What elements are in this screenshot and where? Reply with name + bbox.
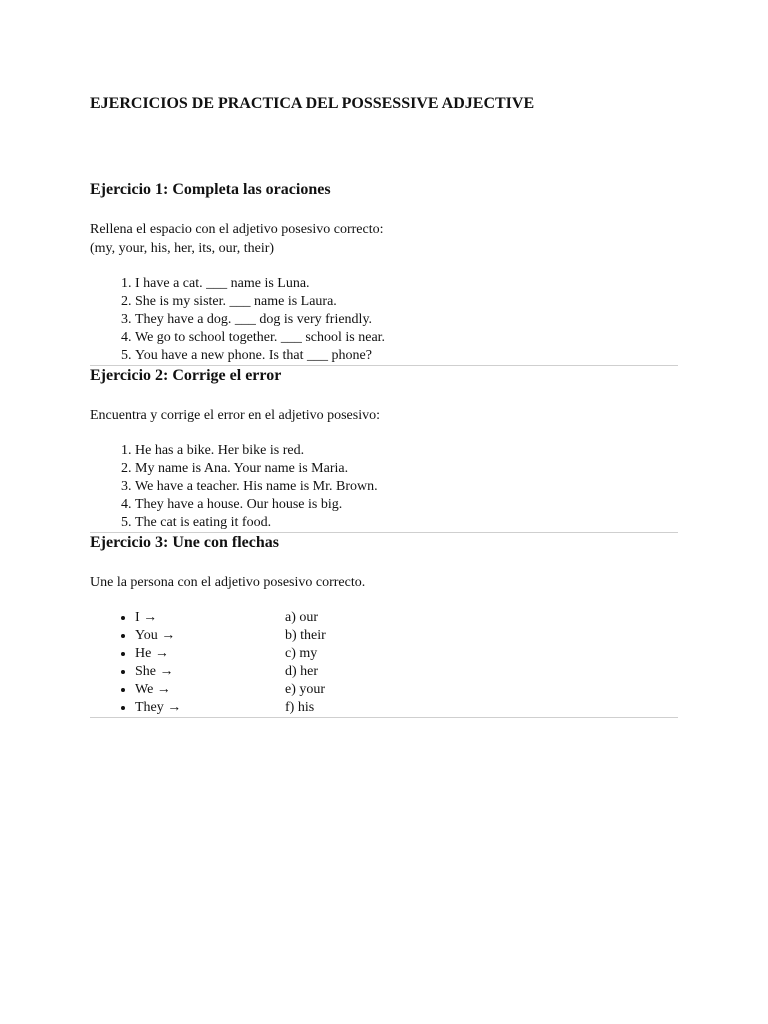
exercise-1-instruction	[90, 220, 678, 258]
match-person: We →	[135, 682, 171, 697]
exercise-3-instruction: Une la persona con el adjetivo posesivo correcto.	[90, 575, 366, 590]
exercise-2-section	[90, 366, 678, 532]
list-item: 4. We go to school together. ___ school is near.	[135, 329, 678, 347]
match-adjective: a) our	[285, 610, 319, 625]
document-title: EJERCICIOS DE PRACTICA DEL POSSESSIVE ADJECTIVE	[90, 95, 535, 112]
match-item	[135, 645, 678, 663]
match-person: He →	[135, 646, 169, 661]
exercise-1-list	[90, 275, 678, 365]
exercise-2-title: Ejercicio 2: Corrige el error	[90, 367, 282, 384]
match-person: She →	[135, 664, 174, 679]
exercise-1-instruction-line-1: Rellena el espacio con el adjetivo posesivo correcto:	[90, 222, 384, 237]
match-person: You →	[135, 628, 176, 643]
section-divider	[90, 717, 678, 718]
exercise-2-list	[90, 442, 678, 532]
list-item: 2. My name is Ana. Your name is Maria.	[135, 460, 678, 478]
exercise-1-title: Ejercicio 1: Completa las oraciones	[90, 181, 331, 198]
match-adjective: d) her	[285, 664, 319, 679]
list-item: 3. We have a teacher. His name is Mr. Brown.	[135, 478, 678, 496]
list-item: 3. They have a dog. ___ dog is very friendly.	[135, 311, 678, 329]
list-item: 5. The cat is eating it food.	[135, 514, 678, 532]
exercise-1-section	[90, 180, 678, 365]
match-adjective: f) his	[285, 700, 315, 715]
match-person: I →	[135, 610, 158, 625]
match-item	[135, 663, 678, 681]
exercise-3-match-list	[90, 609, 678, 717]
exercise-3-section	[90, 533, 678, 717]
list-item: 4. They have a house. Our house is big.	[135, 496, 678, 514]
match-adjective: e) your	[285, 682, 326, 697]
match-adjective: b) their	[285, 628, 326, 643]
exercise-1-instruction-line-2: (my, your, his, her, its, our, their)	[90, 241, 275, 256]
match-item	[135, 609, 678, 627]
list-item: 5. You have a new phone. Is that ___ phone?	[135, 347, 678, 365]
exercise-3-title: Ejercicio 3: Une con flechas	[90, 534, 279, 551]
match-item	[135, 681, 678, 699]
match-item	[135, 699, 678, 717]
list-item: 1. I have a cat. ___ name is Luna.	[135, 275, 678, 293]
match-item	[135, 627, 678, 645]
match-adjective: c) my	[285, 646, 318, 661]
exercise-2-instruction: Encuentra y corrige el error en el adjetivo posesivo:	[90, 408, 380, 423]
list-item: 2. She is my sister. ___ name is Laura.	[135, 293, 678, 311]
list-item: 1. He has a bike. Her bike is red.	[135, 442, 678, 460]
match-person: They →	[135, 700, 182, 715]
